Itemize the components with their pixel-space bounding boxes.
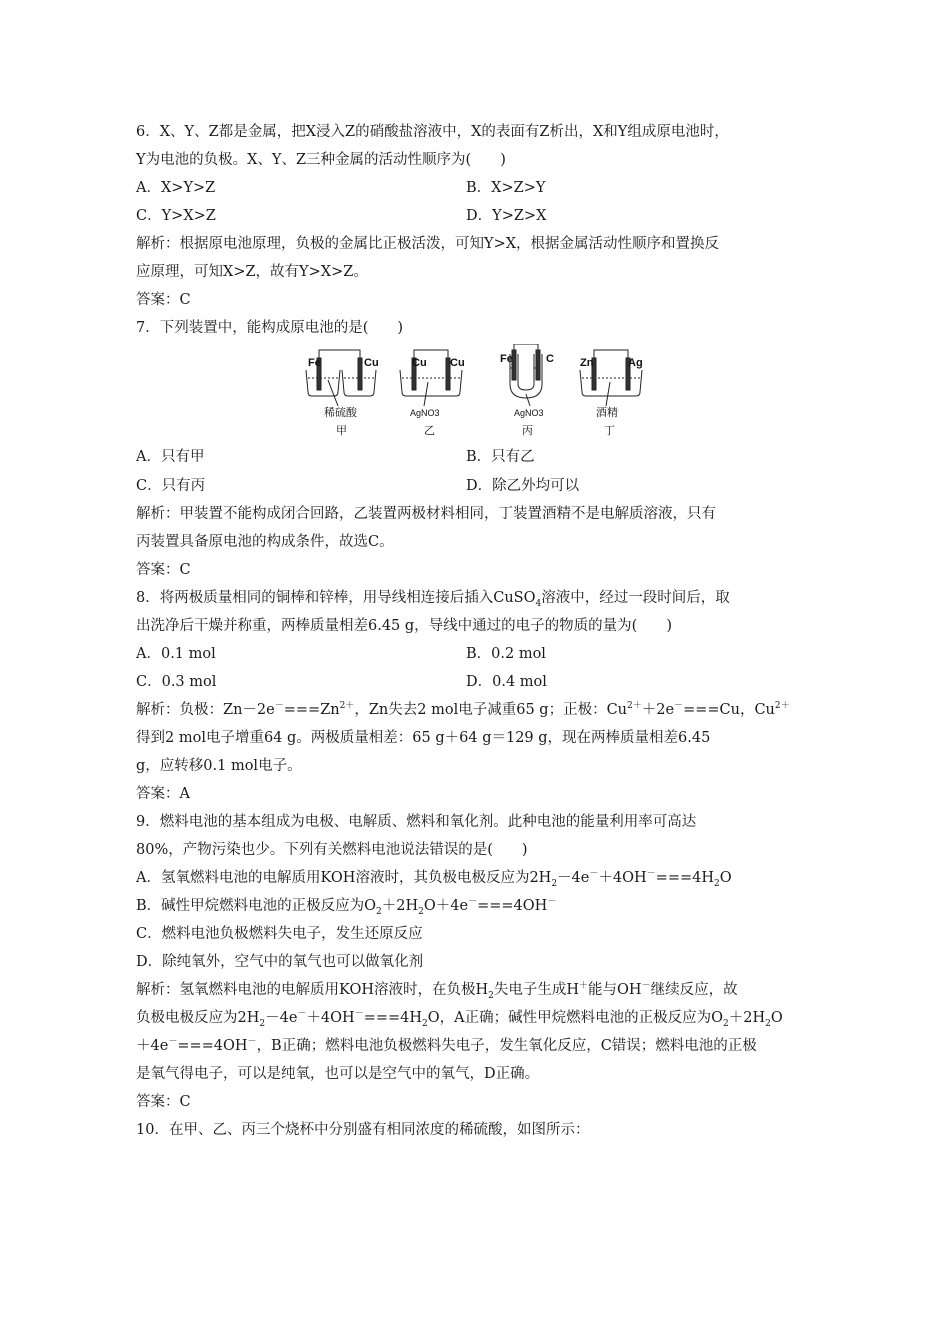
q7-analysis-line1: 解析：甲装置不能构成闭合回路，乙装置两极材料相同，丁装置酒精不是电解质溶液，只有 [136, 506, 716, 522]
q8-analysis-line1: 解析：负极：$Zn-2e^-===Zn^{2+}$，Zn失去2 mol电子减重65 g；正极：$Cu^{2+}+2e^-===Cu$，$Cu^{2+}$ [136, 701, 790, 718]
ding-right-electrode: Ag [628, 357, 643, 369]
q6-analysis-line1: 解析：根据原电池原理，负极的金属比正极活泼，可知Y>X，根据金属活动性顺序和置换反 [136, 236, 720, 252]
yi-solution: AgNO3 [410, 408, 440, 418]
jia-name: 甲 [336, 425, 347, 436]
q9-option-d: D．除纯氧外，空气中的氧气也可以做氧化剂 [136, 954, 424, 970]
q8-option-a: A．0.1 mol [136, 646, 216, 662]
q6-option-a: A．X>Y>Z [136, 180, 216, 196]
ding-name: 丁 [604, 425, 615, 436]
q7-option-c: C．只有丙 [136, 478, 206, 494]
q6-answer: 答案：C [136, 292, 191, 308]
q9-option-a: A．氢氧燃料电池的电解质用KOH溶液时，其负极电极反应为$2H_2-4e^-+4OH^-===4H_2O$ [136, 869, 732, 889]
q7-option-a: A．只有甲 [136, 449, 205, 465]
q6-option-d: D．Y>Z>X [466, 208, 547, 224]
q7-stem: 7．下列装置中，能构成原电池的是( ) [136, 320, 404, 336]
u-tube-bing [510, 344, 542, 406]
q8-stem-line2: 出洗净后干燥并称重，两棒质量相差6.45 g，导线中通过的电子的物质的量为( ) [136, 618, 672, 634]
q7-option-d: D．除乙外均可以 [466, 478, 580, 494]
q8-option-b: B．0.2 mol [466, 646, 546, 662]
q10-stem: 10．在甲、乙、丙三个烧杯中分别盛有相同浓度的稀硫酸，如图所示： [136, 1122, 590, 1138]
q9-answer: 答案：C [136, 1094, 191, 1110]
q9-analysis-line4: 是氧气得电子，可以是纯氧，也可以是空气中的氧气，D正确。 [136, 1066, 540, 1082]
bing-left-electrode: Fe [500, 353, 513, 365]
q8-analysis-line3: g，应转移0.1 mol电子。 [136, 758, 302, 774]
bing-solution: AgNO3 [514, 408, 544, 418]
q8-stem-line1: 8．将两极质量相同的铜棒和锌棒，用导线相连接后插入CuSO$_4$溶液中，经过一段时间后，取 [136, 590, 730, 609]
q9-analysis-line3: ＋4e－===4OH－，B正确；燃料电池负极燃料失电子，发生氧化反应，C错误；燃料电池的正极 [136, 1037, 757, 1054]
jia-right-electrode: Cu [364, 357, 379, 369]
q7-answer: 答案：C [136, 562, 191, 578]
yi-name: 乙 [424, 425, 435, 436]
q6-stem-line1: 6．X、Y、Z都是金属，把X浸入Z的硝酸盐溶液中，X的表面有Z析出，X和Y组成原电池时， [136, 124, 729, 140]
q9-analysis-line1: 解析：氢氧燃料电池的电解质用KOH溶液时，在负极$H_2$失电子生成H＋能与OH－继续反应，故 [136, 981, 738, 1001]
jia-left-electrode: Fe [308, 357, 321, 369]
q9-stem-line2: 80%，产物污染也少。下列有关燃料电池说法错误的是( ) [136, 842, 528, 858]
q6-option-b: B．X>Z>Y [466, 180, 546, 196]
q6-stem-line2: Y为电池的负极。X、Y、Z三种金属的活动性顺序为( ) [136, 152, 506, 168]
ding-left-electrode: Zn [580, 357, 594, 369]
bing-right-electrode: C [546, 353, 554, 365]
q9-option-b: B．碱性甲烷燃料电池的正极反应为$O_2+2H_2O+4e^-===4OH^-$ [136, 897, 557, 917]
q8-analysis-line2: 得到2 mol电子增重64 g。两极质量相差：65 g＋64 g＝129 g，现在两棒质量相差6.45 [136, 730, 711, 746]
q7-analysis-line2: 丙装置具备原电池的构成条件，故选C。 [136, 534, 394, 550]
bing-name: 丙 [522, 425, 533, 436]
q8-option-d: D．0.4 mol [466, 674, 547, 690]
q6-option-c: C．Y>X>Z [136, 208, 216, 224]
q8-option-c: C．0.3 mol [136, 674, 217, 690]
q9-stem-line1: 9．燃料电池的基本组成为电极、电解质、燃料和氧化剂。此种电池的能量利用率可高达 [136, 814, 697, 830]
q7-option-b: B．只有乙 [466, 449, 535, 465]
yi-left-electrode: Cu [412, 357, 427, 369]
q6-analysis-line2: 应原理，可知X>Z，故有Y>X>Z。 [136, 264, 368, 280]
q8-answer: 答案：A [136, 786, 190, 802]
ding-solution: 酒精 [596, 407, 618, 419]
yi-right-electrode: Cu [450, 357, 465, 369]
q9-option-c: C．燃料电池负极燃料失电子，发生还原反应 [136, 926, 423, 942]
q9-analysis-line2: 负极电极反应为$2H_2-4e^-+4OH^-===4H_2O$，A正确；碱性甲烷燃料电池的正极反应为$O_2+2H_2O$ [136, 1009, 783, 1029]
jia-solution: 稀硫酸 [324, 407, 357, 419]
q7-figure [300, 344, 650, 440]
